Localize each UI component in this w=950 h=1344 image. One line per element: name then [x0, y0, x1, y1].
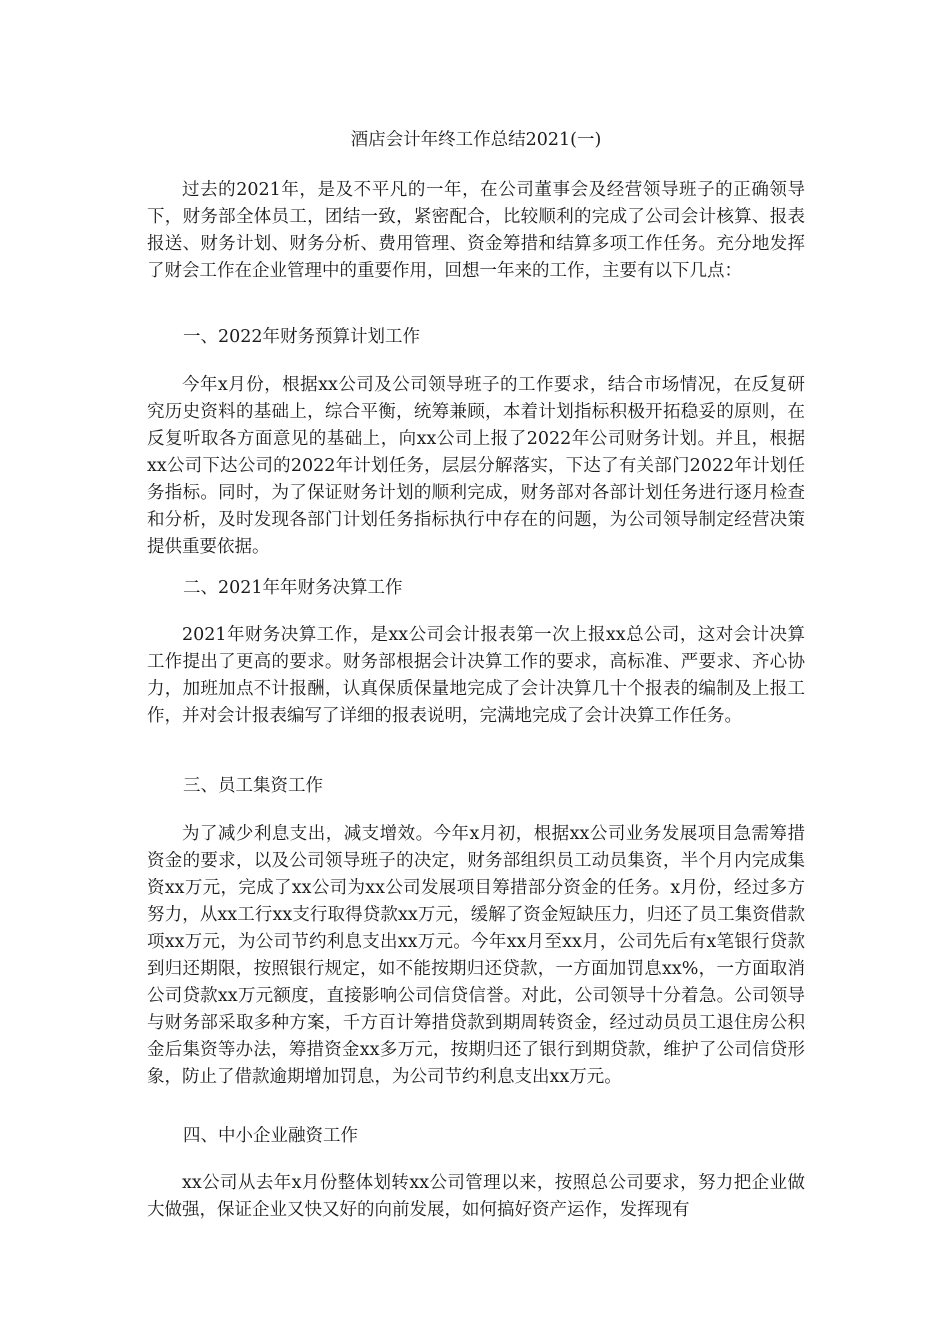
section-body-1: 今年x月份，根据xx公司及公司领导班子的工作要求，结合市场情况，在反复研究历史资料的基础上，综合平衡，统筹兼顾，本着计划指标积极开拓稳妥的原则，在反复听取各方面意见的基础上，向xx公司上报了2022年公司财务计划。并且，根据xx公司下达公司的2022年计划任务，层层分解落实，下达了有关部门2022年计划任务指标。同时，为了保证财务计划的顺利完成，财务部对各部计划任务进行逐月检查和分析，及时发现各部门计划任务指标执行中存在的问题，为公司领导制定经营决策提供重要依据。	[147, 375, 805, 557]
section-body-3: 为了减少利息支出，减支增效。今年x月初，根据xx公司业务发展项目急需筹措资金的要求，以及公司领导班子的决定，财务部组织员工动员集资，半个月内完成集资xx万元，完成了xx公司为xx公司发展项目筹措部分资金的任务。x月份，经过多方努力，从xx工行xx支行取得贷款xx万元，缓解了资金短缺压力，归还了员工集资借款项xx万元，为公司节约利息支出xx万元。今年xx月至xx月，公司先后有x笔银行贷款到归还期限，按照银行规定，如不能按期归还贷款，一方面加罚息xx%，一方面取消公司贷款xx万元额度，直接影响公司信贷信誉。对此，公司领导十分着急。公司领导与财务部采取多种方案，千方百计筹措贷款到期周转资金，经过动员员工退住房公积金后集资等办法，筹措资金xx多万元，按期归还了银行到期贷款，维护了公司信贷形象，防止了借款逾期增加罚息，为公司节约利息支出xx万元。	[147, 824, 805, 1087]
intro-paragraph: 过去的2021年，是及不平凡的一年，在公司董事会及经营领导班子的正确领导下，财务部全体员工，团结一致，紧密配合，比较顺利的完成了公司会计核算、报表报送、财务计划、财务分析、费用管理、资金筹措和结算多项工作任务。充分地发挥了财会工作在企业管理中的重要作用，回想一年来的工作，主要有以下几点：	[147, 180, 805, 281]
section-heading-1: 一、2022年财务预算计划工作	[183, 327, 421, 347]
section-body-2: 2021年财务决算工作，是xx公司会计报表第一次上报xx总公司，这对会计决算工作提出了更高的要求。财务部根据会计决算工作的要求，高标准、严要求、齐心协力，加班加点不计报酬，认真保质保量地完成了会计决算几十个报表的编制及上报工作，并对会计报表编写了详细的报表说明，完满地完成了会计决算工作任务。	[147, 625, 805, 726]
document-title: 酒店会计年终工作总结2021(一)	[350, 130, 602, 150]
section-heading-4: 四、中小企业融资工作	[183, 1126, 358, 1146]
section-heading-3: 三、员工集资工作	[183, 776, 323, 796]
section-body-4: xx公司从去年x月份整体划转xx公司管理以来，按照总公司要求，努力把企业做大做强，保证企业又快又好的向前发展，如何搞好资产运作，发挥现有	[147, 1173, 805, 1220]
section-heading-2: 二、2021年年财务决算工作	[183, 578, 403, 598]
